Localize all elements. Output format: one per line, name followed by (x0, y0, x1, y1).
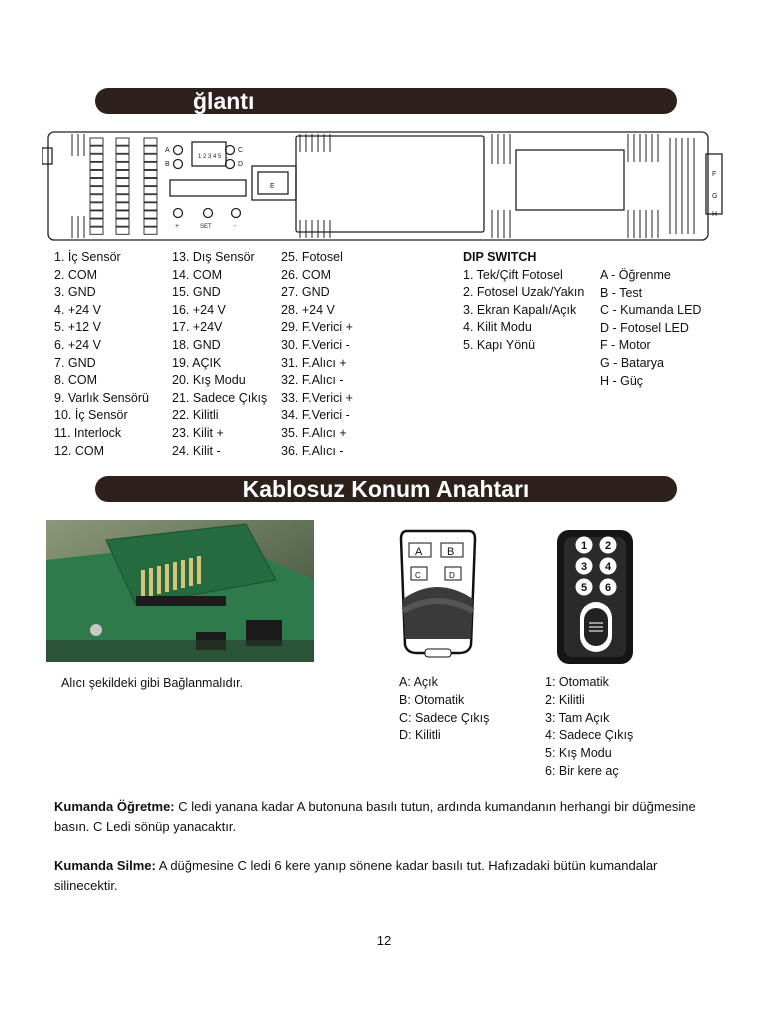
remote-abcd-function-list (399, 674, 489, 745)
terminal-slot (116, 227, 129, 234)
board-dip-digits: 1 2 3 4 5 (198, 154, 222, 160)
remote-function: 6: Bir kere aç (545, 763, 619, 778)
board-label-b: B (165, 161, 170, 168)
terminal-slot (144, 146, 157, 153)
terminal-item: 32. F.Alıcı - (281, 373, 344, 388)
teach-remote-label: Kumanda Öğretme: (54, 799, 175, 814)
section-banner-wireless (95, 476, 677, 502)
terminal-item: 36. F.Alıcı - (281, 443, 344, 458)
dip-switch-list (463, 249, 584, 355)
terminal-item: 34. F.Verici - (281, 408, 350, 423)
remote-key-4: 4 (604, 561, 612, 573)
receiver-caption: Alıcı şekildeki gibi Bağlanmalıdır. (61, 676, 244, 690)
terminal-slot (116, 203, 129, 210)
delete-remote-label: Kumanda Silme: (54, 858, 156, 873)
terminal-slot (144, 138, 157, 145)
dip-item: 3. Ekran Kapalı/Açık (463, 302, 577, 317)
legend-item: H - Güç (600, 373, 644, 388)
terminal-item: 25. Fotosel (281, 250, 343, 264)
terminal-slot (90, 227, 103, 234)
remote-key-d: D (449, 571, 455, 580)
page-number: 12 (376, 933, 392, 948)
terminal-item: 15. GND (172, 285, 221, 300)
terminal-item: 27. GND (281, 285, 330, 300)
terminal-slot (144, 179, 157, 186)
terminal-slot (90, 154, 103, 161)
terminal-slot (144, 219, 157, 226)
terminal-item: 19. AÇIK (172, 355, 222, 370)
terminal-item: 18. GND (172, 337, 221, 352)
terminal-item: 8. COM (54, 373, 98, 388)
section-banner-connection (95, 88, 677, 114)
remote-function: 4: Sadece Çıkış (545, 728, 634, 743)
legend-item: C - Kumanda LED (600, 303, 702, 318)
section-title: ğlantı (193, 88, 255, 114)
terminal-slot (144, 187, 157, 194)
terminal-item: 1. İç Sensör (54, 250, 121, 264)
terminal-item: 21. Sadece Çıkış (172, 390, 268, 405)
terminal-slot (90, 195, 103, 202)
terminal-slot (144, 154, 157, 161)
remote-function: 1: Otomatik (545, 675, 609, 689)
terminal-item: 24. Kilit - (172, 443, 221, 458)
remote-function: 2: Kilitli (545, 692, 585, 707)
remote-key-5: 5 (580, 582, 588, 594)
delete-remote-text: A düğmesine C ledi 6 kere yanıp sönene kadar basılı tut. Hafızadaki bütün kumandalar silinecektir. (54, 858, 658, 893)
remote-abcd-icon (397, 527, 479, 661)
terminal-item: 10. İç Sensör (54, 408, 128, 423)
remote-key-2: 2 (604, 540, 612, 552)
terminal-slot (116, 162, 129, 169)
remote-six-button-icon (554, 528, 636, 666)
board-label-c: C (238, 147, 244, 154)
board-label-plus: + (175, 223, 180, 230)
legend-item: F - Motor (600, 338, 651, 353)
remote-function: D: Kilitli (399, 728, 441, 743)
terminal-slot (90, 138, 103, 145)
terminal-slot (144, 170, 157, 177)
terminal-slot (144, 162, 157, 169)
terminal-item: 11. Interlock (54, 425, 122, 440)
controller-board-diagram (42, 128, 724, 246)
terminal-item: 31. F.Alıcı + (281, 355, 347, 370)
terminal-item: 13. Dış Sensör (172, 250, 255, 264)
terminal-item: 26. COM (281, 267, 332, 282)
terminal-item: 29. F.Verici + (281, 320, 353, 335)
terminal-item: 30. F.Verici - (281, 337, 350, 352)
terminal-list-13-24 (172, 249, 267, 460)
remote-function: 3: Tam Açık (545, 710, 610, 725)
terminal-slot (144, 211, 157, 218)
terminal-slot (116, 146, 129, 153)
terminal-slot (116, 154, 129, 161)
terminal-item: 14. COM (172, 267, 223, 282)
dip-item: 4. Kilit Modu (463, 320, 532, 335)
board-label-e: E (270, 183, 275, 190)
terminal-slot (116, 219, 129, 226)
terminal-slot (116, 211, 129, 218)
terminal-item: 20. Kış Modu (172, 373, 246, 388)
terminal-item: 12. COM (54, 443, 105, 458)
terminal-slot (144, 227, 157, 234)
terminal-item: 7. GND (54, 355, 96, 370)
terminal-slot (90, 146, 103, 153)
board-label-a: A (165, 147, 170, 154)
remote-key-b: B (447, 546, 455, 558)
terminal-item: 35. F.Alıcı + (281, 425, 347, 440)
delete-remote-paragraph (54, 856, 724, 896)
board-label-d: D (238, 161, 244, 168)
terminal-slot (116, 170, 129, 177)
terminal-slot (90, 187, 103, 194)
board-label-f: F (712, 171, 717, 178)
remote-six-function-list (545, 674, 633, 781)
terminal-slot (90, 203, 103, 210)
board-label-minus: - (234, 223, 237, 230)
terminal-item: 23. Kilit + (172, 425, 224, 440)
dip-item: 2. Fotosel Uzak/Yakın (463, 285, 585, 300)
terminal-slot (116, 187, 129, 194)
terminal-slot (90, 162, 103, 169)
dip-item: 5. Kapı Yönü (463, 337, 536, 352)
terminal-slot (90, 170, 103, 177)
remote-key-c: C (415, 571, 421, 580)
teach-remote-paragraph (54, 797, 724, 837)
terminal-list-25-36 (281, 249, 353, 460)
legend-item: D - Fotosel LED (600, 320, 689, 335)
terminal-item: 3. GND (54, 285, 96, 300)
terminal-slot (90, 211, 103, 218)
receiver-photo (46, 520, 314, 662)
remote-function: A: Açık (399, 675, 438, 689)
terminal-slot (116, 138, 129, 145)
terminal-slot (116, 179, 129, 186)
terminal-item: 17. +24V (172, 320, 223, 335)
terminal-slot (90, 219, 103, 226)
terminal-item: 2. COM (54, 267, 98, 282)
section-title: Kablosuz Konum Anahtarı (242, 476, 530, 502)
board-label-g: G (712, 193, 718, 200)
terminal-item: 33. F.Verici + (281, 390, 353, 405)
remote-function: C: Sadece Çıkış (399, 710, 490, 725)
remote-key-a: A (415, 546, 423, 558)
terminal-list-1-12 (54, 249, 149, 460)
remote-key-1: 1 (580, 540, 588, 552)
terminal-slot (144, 203, 157, 210)
remote-function: B: Otomatik (399, 692, 465, 707)
remote-function: 5: Kış Modu (545, 746, 612, 761)
terminal-item: 5. +12 V (54, 320, 101, 335)
dip-item: 1. Tek/Çift Fotosel (463, 267, 563, 282)
terminal-item: 9. Varlık Sensörü (54, 390, 149, 405)
teach-remote-text: C ledi yanana kadar A butonuna basılı tutun, ardında kumandanın herhangi bir düğmesine basın. C Ledi sönüp yanacaktır. (54, 799, 696, 834)
legend-item: A - Öğrenme (600, 268, 671, 282)
terminal-item: 4. +24 V (54, 302, 101, 317)
board-label-set: SET (200, 224, 212, 230)
dip-switch-title: DIP SWITCH (463, 250, 537, 264)
board-label-h: H (712, 211, 718, 218)
terminal-item: 16. +24 V (172, 302, 226, 317)
terminal-item: 6. +24 V (54, 337, 101, 352)
remote-key-6: 6 (604, 582, 612, 594)
terminal-item: 22. Kilitli (172, 408, 219, 423)
legend-item: G - Batarya (600, 355, 664, 370)
board-legend-list (600, 267, 701, 390)
terminal-item: 28. +24 V (281, 302, 335, 317)
terminal-slot (144, 195, 157, 202)
remote-key-3: 3 (580, 561, 588, 573)
terminal-slot (90, 179, 103, 186)
terminal-slot (116, 195, 129, 202)
legend-item: B - Test (600, 285, 643, 300)
